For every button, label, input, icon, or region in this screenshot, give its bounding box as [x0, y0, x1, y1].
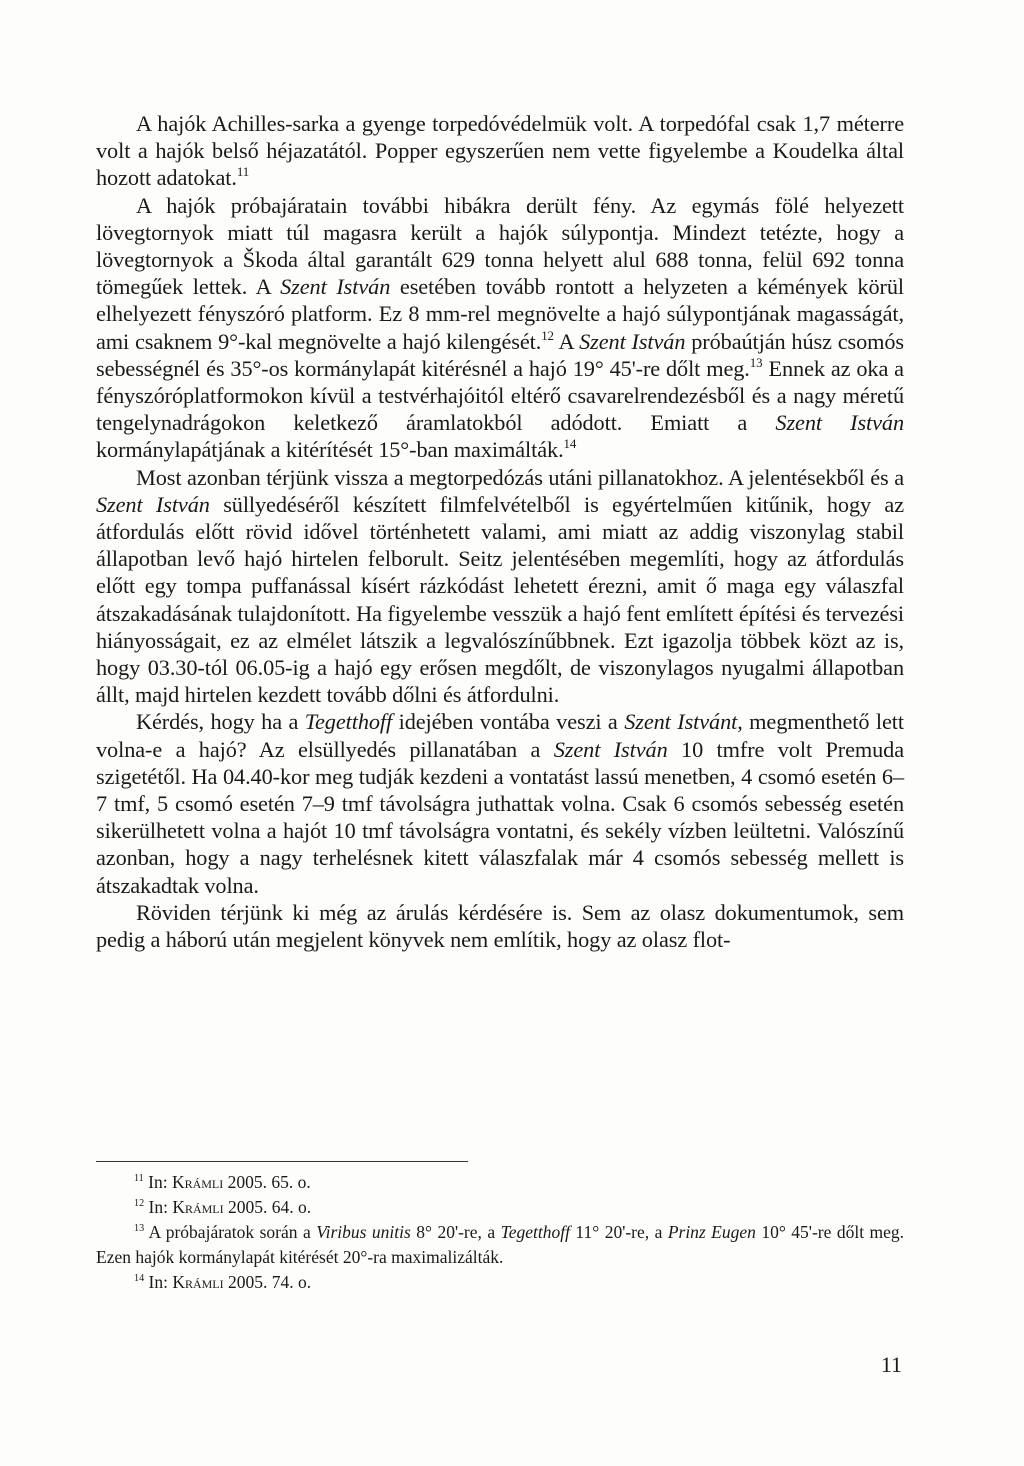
- text-run: A próbajáratok során a: [144, 1222, 317, 1242]
- footnote-divider: [96, 1161, 468, 1162]
- footnote-14: [96, 1270, 904, 1295]
- text-run: Röviden térjünk ki még az árulás kérdésére is. Sem az olasz dokumentumok, sem pedig a háború után megjelent könyvek nem említik, hogy az olasz flot-: [96, 899, 904, 953]
- text-run: próbaútján húsz csomós sebességnél és 35°-os kormánylapát kitérésnél a hajó 19° 45'-re dőlt meg.: [96, 328, 904, 381]
- italic-text: Szent István: [775, 410, 905, 436]
- italic-text: Szent István: [96, 491, 210, 517]
- text-run: Kérdés, hogy ha a: [136, 709, 305, 735]
- text-run: A hajók próbajáratain további hibákra derült fény. Az egymás fölé helyezett lövegtornyok miatt túl magasra került a hajók súlypontja. Mindezt tetézte, hogy a lövegtornyok a Škoda által garantált 629 tonna helyett alul 688 tonna, felül 692 tonna tömegűek lettek. A: [96, 192, 904, 300]
- text-run: Most azonban térjünk vissza a megtorpedózás utáni pillanatokhoz. A jelentésekből és a: [136, 464, 904, 490]
- footnote-reference: 13: [749, 354, 763, 370]
- text-run: Ennek az oka a fényszóróplatformokon kívül a testvérhajóitól eltérő csavarelrendezésből és a nagy méretű tengelynadrágokon keletkező áramlatokból adódott. Emiatt a: [96, 355, 904, 436]
- footnote-reference: 13: [134, 1222, 145, 1234]
- text-run: idejében vontába veszi a: [392, 709, 625, 735]
- footnote-reference: 11: [134, 1172, 144, 1184]
- text-run: kormánylapátjának a kitérítését 15°-ban maximálták.: [96, 437, 564, 463]
- footnotes: [96, 1170, 904, 1295]
- italic-text: Prinz Eugen: [667, 1222, 756, 1242]
- text-run: A hajók Achilles-sarka a gyenge torpedóvédelmük volt. A torpedófal csak 1,7 méterre volt a hajók belső héjazatától. Popper egyszerűen nem vette figyelembe a Koudelka által hozott adatokat.: [96, 111, 904, 191]
- italic-text: Szent István: [553, 736, 668, 762]
- italic-text: Tegetthoff: [304, 709, 393, 735]
- body-text: [96, 110, 904, 953]
- text-run: 2005. 65. o.: [223, 1172, 311, 1192]
- text-run: In:: [143, 1172, 172, 1192]
- text-run: Krámli: [172, 1197, 224, 1217]
- page-number: 11: [880, 1352, 902, 1377]
- footnote-13: [96, 1220, 904, 1270]
- text-run: , megmenthető lett volna-e a hajó? Az elsüllyedés pillanatában a: [96, 709, 904, 762]
- paragraph-2: [96, 192, 904, 464]
- text-run: süllyedéséről készített filmfelvételből is egyértelműen kitűnik, hogy az átfordulás előtt rövid idővel történhetett valami, ami miatt az addig viszonylag stabil állapotban levő hajó hirtelen felborult. Seitz jelentésében megemlíti, hogy az átfordulás előtt egy tompa puffanással kísért rázkódást lehetett érezni, amit ő maga egy válaszfal átszakadásának tulajdonított. Ha figyelembe vesszük a hajó fent említett építési és tervezési hiányosságait, ez az elmélet látszik a legvalószínűbbnek. Ezt igazolja többek közt az is, hogy 03.30-tól 06.05-ig a hajó egy erősen megdőlt, de viszonylagos nyugalmi állapotban állt, majd hirtelen kezdett tovább dőlni és átfordulni.: [96, 491, 904, 708]
- text-run: 2005. 64. o.: [223, 1197, 312, 1217]
- footnote-reference: 11: [236, 164, 250, 180]
- footnote-reference: 12: [541, 327, 554, 343]
- text-run: A: [553, 328, 580, 354]
- italic-text: Szent Istvánt: [624, 709, 738, 735]
- footnote-reference: 14: [134, 1272, 145, 1284]
- italic-text: Tegetthoff: [500, 1222, 570, 1242]
- footnote-11: [96, 1170, 904, 1195]
- text-run: In:: [144, 1272, 173, 1292]
- italic-text: Szent István: [280, 274, 391, 300]
- italic-text: Viribus unitis: [316, 1222, 411, 1242]
- text-run: Krámli: [171, 1172, 224, 1192]
- text-run: 10 tmfre volt Premuda szigetétől. Ha 04.40-kor meg tudják kezdeni a vontatást lassú menetben, 4 csomó esetén 6–7 tmf, 5 csomó esetén 7–9 tmf távolságra juthattak volna. Csak 6 csomós sebesség esetén sikerülhetett volna a hajót 10 tmf távolságra vontatni, és sekély vízben leültetni. Valószínű azonban, hogy a nagy terhelésnek kitett válaszfalak már 4 csomós sebesség mellett is átszakadtak volna.: [96, 736, 905, 898]
- text-run: esetében tovább rontott a helyzeten a kémények körül elhelyezett fényszóró platform. Ez 8 mm-rel megnövelte a hajó súlypontjának magasságát, ami csaknem 9°-kal megnövelte a hajó kilengését.: [96, 274, 904, 354]
- footnote-reference: 14: [563, 436, 577, 452]
- text-run: In:: [144, 1197, 173, 1217]
- footnote-reference: 12: [134, 1197, 145, 1209]
- paragraph-5: [96, 899, 904, 953]
- text-run: 11° 20'-re, a: [569, 1222, 668, 1242]
- paragraph-3: [96, 464, 904, 709]
- footnote-12: [96, 1195, 904, 1220]
- italic-text: Szent István: [579, 328, 686, 354]
- text-run: Krámli: [172, 1272, 224, 1292]
- text-run: 8° 20'-re, a: [410, 1222, 501, 1242]
- text-run: 10° 45'-re dőlt meg. Ezen hajók kormánylapát kitérését 20°-ra maximalizálták.: [96, 1222, 905, 1267]
- paragraph-4: [96, 708, 904, 898]
- text-run: 2005. 74. o.: [223, 1272, 312, 1292]
- paragraph-1: [96, 110, 904, 192]
